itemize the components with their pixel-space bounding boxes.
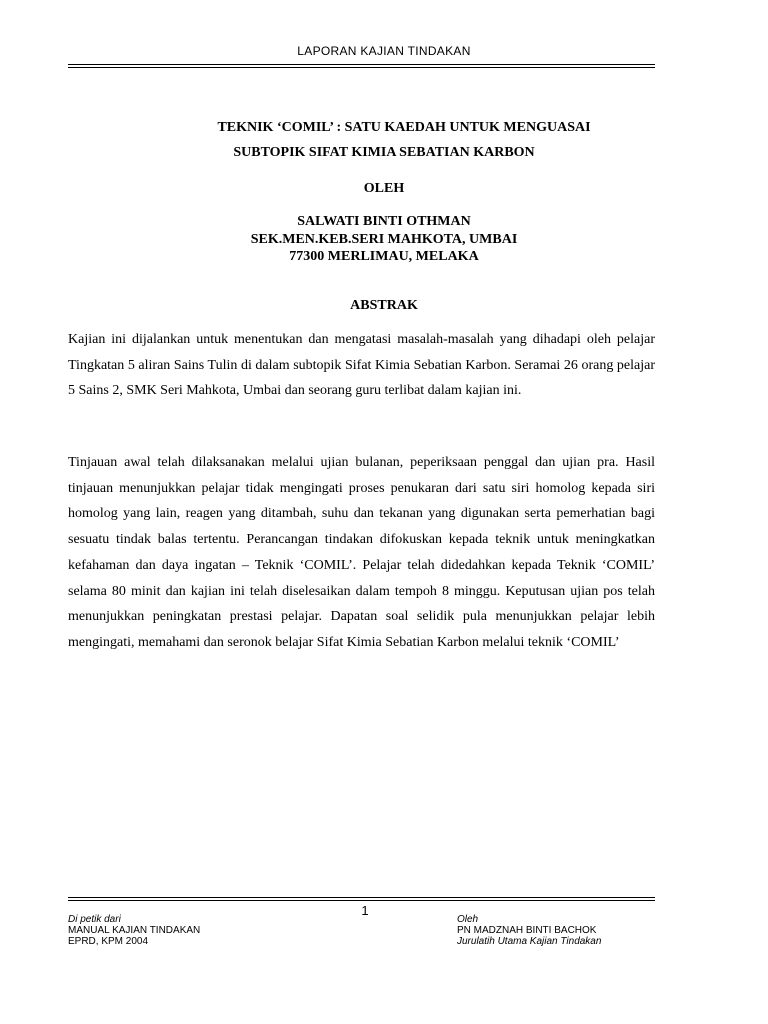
school-address: 77300 MERLIMAU, MELAKA xyxy=(289,249,479,264)
footer-source-publisher: EPRD, KPM 2004 xyxy=(68,936,149,947)
footer-rule-bottom xyxy=(68,900,655,901)
by-label: OLEH xyxy=(363,181,405,196)
footer-author-label: Oleh xyxy=(457,914,479,925)
footer-rule-top xyxy=(68,897,655,898)
abstract-text-2: Tinjauan awal telah dilaksanakan melalui ujian bulanan, peperiksaan penggal dan ujian pra. Hasil tinjauan menunjukkan pelajar tidak mengingati proses penukaran dari satu siri homolog kepada siri homolog yang lain, reagen yang ditambah, suhu dan tekanan yang digunakan serta pemerhatian bagi sesuatu tindak balas tertentu. Perancangan tindakan difokuskan kepada teknik untuk meningkatkan kefahaman dan daya ingatan – Teknik ‘COMIL’. Pelajar telah didedahkan kepada Teknik ‘COMIL’ selama 80 minit dan kajian ini telah diselesaikan dalam tempoh 8 minggu. Keputusan ujian pos telah menunjukkan peningkatan prestasi pelajar. Dapatan soal selidik pula menunjukkan pelajar lebih mengingati, memahami dan seronok belajar Sifat Kimia Sebatian Karbon melalui teknik ‘COMIL’ xyxy=(68,455,655,650)
school-name: SEK.MEN.KEB.SERI MAHKOTA, UMBAI xyxy=(250,232,518,247)
footer-author-name: PN MADZNAH BINTI BACHOK xyxy=(457,925,597,936)
abstract-paragraph-2 xyxy=(68,450,655,656)
title-line-2: SUBTOPIK SIFAT KIMIA SEBATIAN KARBON xyxy=(233,145,535,160)
footer-author-role: Jurulatih Utama Kajian Tindakan xyxy=(457,936,602,947)
footer-source-label: Di petik dari xyxy=(68,914,121,925)
title-line-1: TEKNIK ‘COMIL’ : SATU KAEDAH UNTUK MENGUASAI xyxy=(217,120,591,135)
footer-author xyxy=(457,914,601,947)
abstract-text-1: Kajian ini dijalankan untuk menentukan dan mengatasi masalah-masalah yang dihadapi oleh pelajar Tingkatan 5 aliran Sains Tulin di dalam subtopik Sifat Kimia Sebatian Karbon. Seramai 26 orang pelajar 5 Sains 2, SMK Seri Mahkota, Umbai dan seorang guru terlibat dalam kajian ini. xyxy=(68,332,655,399)
page-number: 1 xyxy=(361,903,369,918)
footer-source-title: MANUAL KAJIAN TINDAKAN xyxy=(68,925,201,936)
abstract-heading: ABSTRAK xyxy=(350,298,418,313)
abstract-paragraph-1 xyxy=(68,327,655,404)
header-rule-top xyxy=(68,64,655,65)
author-name: SALWATI BINTI OTHMAN xyxy=(297,214,471,229)
footer-source xyxy=(68,914,200,947)
header-rule-bottom xyxy=(68,67,655,68)
running-header: LAPORAN KAJIAN TINDAKAN xyxy=(297,44,471,58)
